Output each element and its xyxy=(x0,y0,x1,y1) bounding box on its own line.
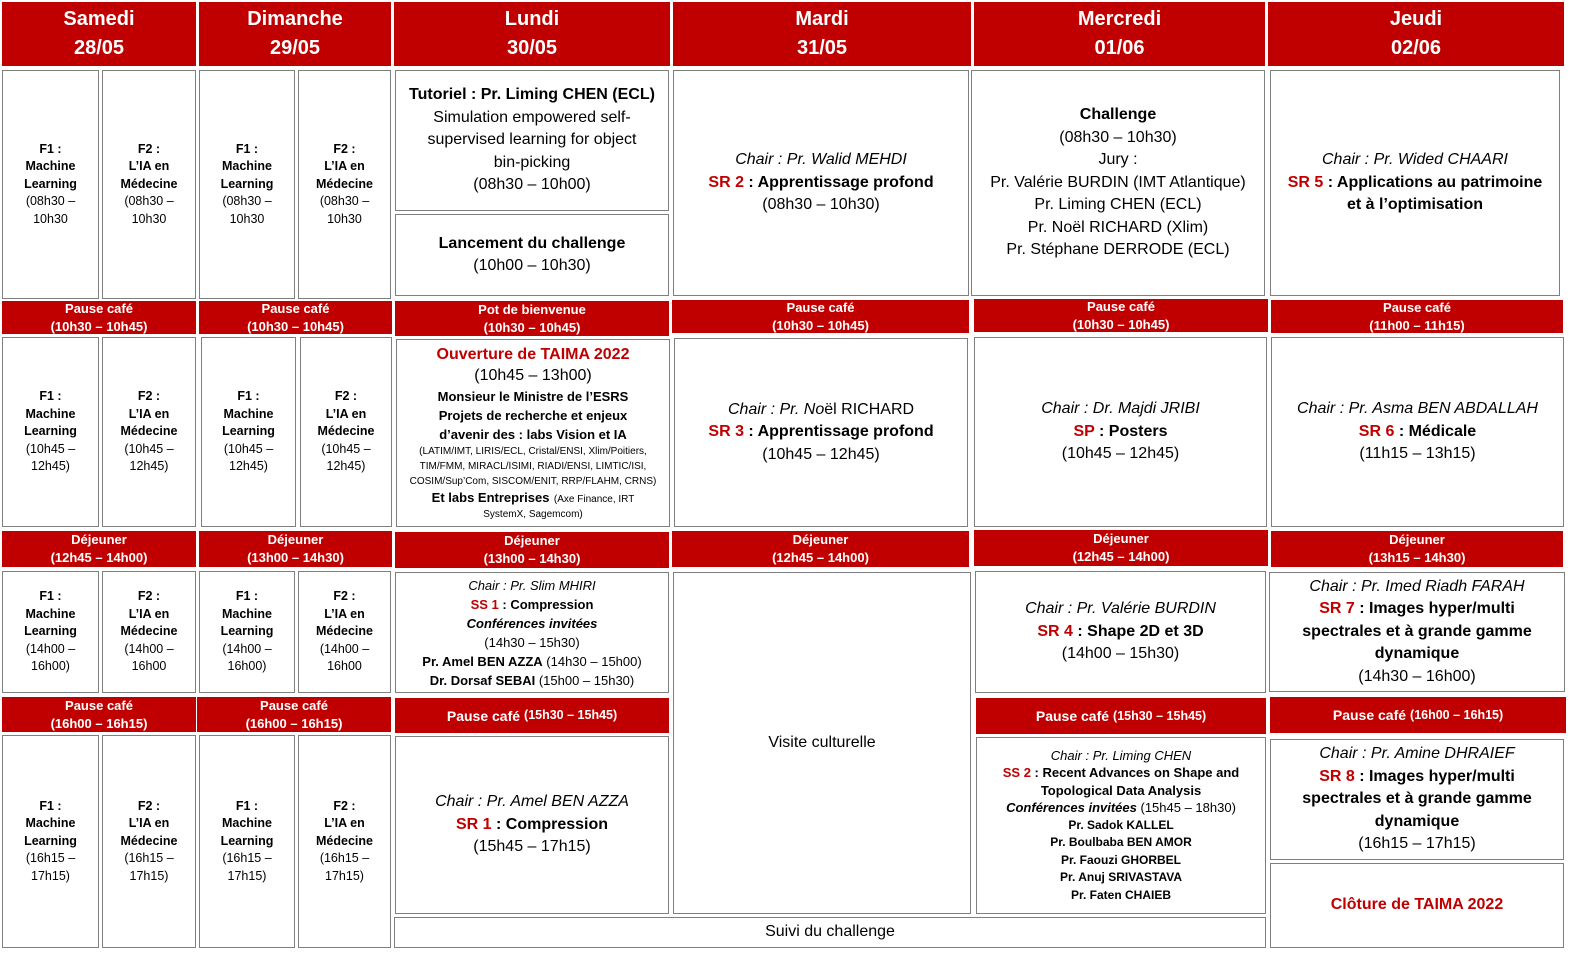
day-date: 29/05 xyxy=(269,37,321,59)
lundi-sr1: Chair : Pr. Amel BEN AZZA SR 1 : Compression (15h45 – 17h15) xyxy=(395,736,669,914)
day-header-dimanche xyxy=(199,2,391,66)
day-name: Samedi xyxy=(63,8,135,30)
mercredi-challenge: Challenge (08h30 – 10h30) Jury : Pr. Valérie BURDIN (IMT Atlantique) Pr. Liming CHEN (ECL) Pr. Noël RICHARD (Xlim) Pr. Stéphane DERRODE (ECL) xyxy=(971,70,1265,296)
dejeuner-mardi: Déjeuner (12h45 – 14h00) xyxy=(672,531,969,567)
day-name: Jeudi xyxy=(1389,8,1443,30)
pause-cafe-mercredi-1: Pause café (10h30 – 10h45) xyxy=(974,299,1268,332)
day-date: 30/05 xyxy=(506,37,558,59)
suivi-du-challenge: Suivi du challenge xyxy=(394,917,1266,948)
day-header-mardi xyxy=(673,2,971,66)
jeudi-sr6: Chair : Pr. Asma BEN ABDALLAH SR 6 : Médicale (11h15 – 13h15) xyxy=(1271,337,1564,527)
formation-f2-slot4-dim: F2 : L’IA en Médecine (16h15 – 17h15) xyxy=(298,735,391,948)
dejeuner-dimanche: Déjeuner (13h00 – 14h30) xyxy=(199,531,392,567)
mardi-visite-culturelle: Visite culturelle xyxy=(673,572,971,914)
pause-cafe-mercredi-2: Pause café (15h30 – 15h45) xyxy=(976,698,1266,734)
dejeuner-lundi: Déjeuner (13h00 – 14h30) xyxy=(395,532,669,568)
formation-f2-slot3-dim: F2 : L’IA en Médecine (14h00 – 16h00 xyxy=(298,571,391,693)
lundi-lancement-challenge: Lancement du challenge (10h00 – 10h30) xyxy=(395,214,669,296)
dejeuner-samedi: Déjeuner (12h45 – 14h00) xyxy=(2,531,196,567)
lundi-ouverture: Ouverture de TAIMA 2022 (10h45 – 13h00) Monsieur le Ministre de l’ESRS Projets de recherche et enjeux d’avenir des : labs Vision et IA (LATIM/IMT, LIRIS/ECL, Cristal/ENSI, Xlim/Poitiers, TIM/FMM, MIRACL/ISIMI, RIADI/ENSI, LIMTIC/ISI, COSIM/Sup’Com, SISCOM/ENIT, RRP/FLAHM, CRNS) Et labs Entreprises (Axe Finance, IRT SystemX, Sagemcom) xyxy=(396,339,670,527)
formation-f2-slot4: F2 : L’IA en Médecine (16h15 – 17h15) xyxy=(102,735,196,948)
formation-f1-slot2: F1 : Machine Learning (10h45 – 12h45) xyxy=(2,337,99,527)
day-name: Mercredi xyxy=(1077,8,1162,30)
mardi-sr2: Chair : Pr. Walid MEHDI SR 2 : Apprentissage profond (08h30 – 10h30) xyxy=(673,70,969,296)
pause-cafe-jeudi-1: Pause café (11h00 – 11h15) xyxy=(1271,300,1563,333)
day-header-lundi xyxy=(394,2,670,66)
lundi-tutoriel: Tutoriel : Pr. Liming CHEN (ECL) Simulation empowered self- supervised learning for object bin-picking (08h30 – 10h00) xyxy=(395,70,669,211)
formation-f2-slot2: F2 : L’IA en Médecine (10h45 – 12h45) xyxy=(102,337,196,527)
formation-f1-slot1: F1 : Machine Learning (08h30 – 10h30 xyxy=(2,70,99,299)
jeudi-sr5: Chair : Pr. Wided CHAARI SR 5 : Applications au patrimoine et à l’optimisation xyxy=(1270,70,1560,296)
pause-cafe-mardi-1: Pause café (10h30 – 10h45) xyxy=(672,300,969,333)
formation-f2-slot1-dim: F2 : L’IA en Médecine (08h30 – 10h30 xyxy=(298,70,391,299)
day-header-samedi xyxy=(2,2,196,66)
formation-f1-slot4: F1 : Machine Learning (16h15 – 17h15) xyxy=(2,735,99,948)
formation-f2-slot1: F2 : L’IA en Médecine (08h30 – 10h30 xyxy=(102,70,196,299)
pot-de-bienvenue: Pot de bienvenue (10h30 – 10h45) xyxy=(395,301,669,336)
day-date: 31/05 xyxy=(796,37,848,59)
pause-cafe-samedi-1: Pause café (10h30 – 10h45) xyxy=(2,301,196,334)
mercredi-ss2: Chair : Pr. Liming CHEN SS 2 : Recent Advances on Shape and Topological Data Analysis Conférences invitées (15h45 – 18h30) Pr. Sadok KALLEL Pr. Boulbaba BEN AMOR Pr. Faouzi GHORBEL Pr. Anuj SRIVASTAVA Pr. Faten CHAIEB xyxy=(976,737,1266,914)
lundi-ss1: Chair : Pr. Slim MHIRI SS 1 : Compression Conférences invitées (14h30 – 15h30) Pr. Amel BEN AZZA (14h30 – 15h00) Dr. Dorsaf SEBAI (15h00 – 15h30) xyxy=(395,572,669,693)
day-name: Mardi xyxy=(795,8,849,30)
day-name: Lundi xyxy=(504,8,560,30)
day-name: Dimanche xyxy=(247,8,343,30)
jeudi-sr8: Chair : Pr. Amine DHRAIEF SR 8 : Images hyper/multi spectrales et à grande gamme dynamique (16h15 – 17h15) xyxy=(1270,739,1564,860)
formation-f1-slot1-dim: F1 : Machine Learning (08h30 – 10h30 xyxy=(199,70,295,299)
jeudi-cloture: Clôture de TAIMA 2022 xyxy=(1270,863,1564,948)
day-date: 28/05 xyxy=(73,37,125,59)
pause-cafe-dimanche-2: Pause café (16h00 – 16h15) xyxy=(197,697,391,732)
day-date: 02/06 xyxy=(1390,37,1442,59)
formation-f1-slot2-dim: F1 : Machine Learning (10h45 – 12h45) xyxy=(201,337,296,527)
mercredi-sr4: Chair : Pr. Valérie BURDIN SR 4 : Shape 2D et 3D (14h00 – 15h30) xyxy=(975,571,1266,693)
formation-f2-slot2-dim: F2 : L’IA en Médecine (10h45 – 12h45) xyxy=(300,337,392,527)
mardi-sr3: Chair : Pr. Noël RICHARD SR 3 : Apprentissage profond (10h45 – 12h45) xyxy=(674,338,968,527)
jeudi-sr7: Chair : Pr. Imed Riadh FARAH SR 7 : Images hyper/multi spectrales et à grande gamme dynamique (14h30 – 16h00) xyxy=(1269,572,1565,692)
formation-f1-slot3: F1 : Machine Learning (14h00 – 16h00) xyxy=(2,571,99,693)
dejeuner-jeudi: Déjeuner (13h15 – 14h30) xyxy=(1271,531,1563,567)
pause-cafe-dimanche-1: Pause café (10h30 – 10h45) xyxy=(199,301,392,334)
day-date: 01/06 xyxy=(1094,37,1145,59)
day-header-mercredi xyxy=(974,2,1265,66)
pause-cafe-jeudi-2: Pause café (16h00 – 16h15) xyxy=(1270,697,1566,733)
day-header-jeudi xyxy=(1268,2,1564,66)
mercredi-sp: Chair : Dr. Majdi JRIBI SP : Posters (10h45 – 12h45) xyxy=(974,337,1267,527)
formation-f1-slot4-dim: F1 : Machine Learning (16h15 – 17h15) xyxy=(199,735,295,948)
formation-f2-slot3: F2 : L’IA en Médecine (14h00 – 16h00 xyxy=(102,571,196,693)
formation-f1-slot3-dim: F1 : Machine Learning (14h00 – 16h00) xyxy=(199,571,295,693)
pause-cafe-lundi-2: Pause café (15h30 – 15h45) xyxy=(395,698,669,733)
pause-cafe-samedi-2: Pause café (16h00 – 16h15) xyxy=(2,697,196,732)
dejeuner-mercredi: Déjeuner (12h45 – 14h00) xyxy=(974,530,1268,566)
